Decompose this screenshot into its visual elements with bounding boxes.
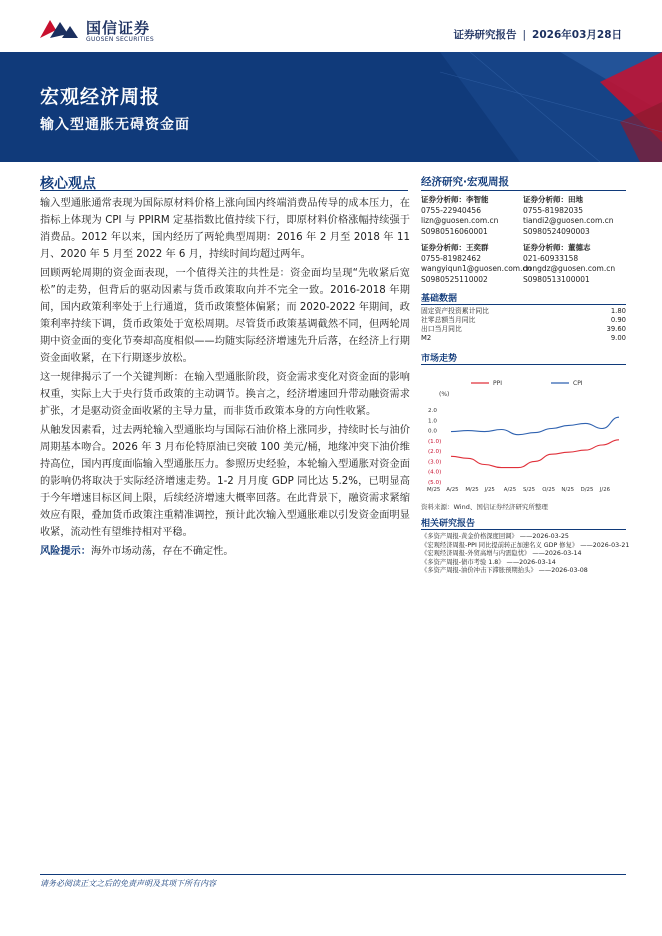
guosen-logo-icon xyxy=(40,16,80,42)
y-tick-label: (4.0) xyxy=(428,469,442,476)
analyst-email[interactable]: lizn@guosen.com.cn xyxy=(421,216,499,225)
core-divider xyxy=(40,190,408,191)
cpi-series-line xyxy=(451,417,619,435)
y-tick-label: (2.0) xyxy=(428,449,442,456)
basic-data-table xyxy=(421,307,626,343)
metric-label: 出口当月同比 xyxy=(421,325,462,333)
y-tick-label: 1.0 xyxy=(428,418,437,425)
metric-label: M2 xyxy=(421,334,432,342)
report-type: 证券研究报告 xyxy=(453,29,517,41)
report-subtitle: 输入型通胀无碍资金面 xyxy=(40,117,190,133)
chart-source: 资料来源：Wind、国信证券经济研究所整理 xyxy=(421,503,548,511)
basic-data-divider xyxy=(421,304,626,305)
risk-text: 海外市场动荡，存在不确定性。 xyxy=(90,546,234,557)
chart-ylabel: (%) xyxy=(439,391,450,398)
analyst-role: 证券分析师： xyxy=(523,243,568,252)
analyst-role: 证券分析师： xyxy=(421,195,466,204)
analyst-card xyxy=(523,195,625,237)
x-tick-label: O/25 xyxy=(542,487,556,493)
y-tick-label: (5.0) xyxy=(428,480,442,486)
analyst-email[interactable]: dongdz@guosen.com.cn xyxy=(523,264,616,273)
analyst-phone: 0755-81982462 xyxy=(421,253,481,263)
basic-data-title: 基础数据 xyxy=(421,294,458,304)
report-date: 2026年03月28日 xyxy=(532,29,622,41)
y-tick-label: (1.0) xyxy=(428,438,442,445)
related-reports-list xyxy=(421,533,631,576)
x-tick-label: J/26 xyxy=(599,487,611,493)
related-report-link[interactable]: 《多资产周报-黄金价格深度回调》 ——2026-03-25 xyxy=(421,533,569,540)
x-tick-label: D/25 xyxy=(580,487,594,493)
report-meta xyxy=(454,27,623,42)
y-tick-label: (3.0) xyxy=(428,459,442,466)
sidebar-divider xyxy=(421,190,626,191)
x-tick-label: M/25 xyxy=(465,487,479,493)
guosen-logo xyxy=(40,14,160,46)
analyst-name: 王奕群 xyxy=(466,243,489,252)
core-paragraph-3: 这一规律揭示了一个关键判断：在输入型通胀阶段，资金需求变化对资金面的影响权重，实际上大于央行货币政策的主动调节。换言之，经济增速回升带动融资需求扩张，才是驱动资金面收紧的主导力量，而非货币政策本身的方向性收紧。 xyxy=(40,372,410,417)
market-trend-chart xyxy=(421,370,626,500)
core-paragraph-4: 从触发因素看，过去两轮输入型通胀均与国际石油价格上涨同步，持续时长与油价周期基本吻合。2026 年 3 月布伦特原油已突破 100 美元/桶，地缘冲突下油价维持高位，国内再度面临输入型通胀压力。参照历史经验，本轮输入型通胀对资金面的影响仍将取决于实际经济增速走势。1-2 月月度 GDP 同比达 5.2%，已明显高于今年增速目标区间上限，后续经济增速大概率回落。在此背景下，融资需求紧缩效应有限，叠加货币政策注重精准调控，预计此次输入型通胀难以引发资金面明显收紧，流动性有望维持相对平稳。 xyxy=(40,425,410,538)
related-report-link[interactable]: 《宏观经济周报-PPI 同比提前转正加速名义 GDP 修复》 ——2026-03-21 xyxy=(421,541,630,549)
metric-value: 1.80 xyxy=(610,307,626,315)
core-viewpoints-title: 核心观点 xyxy=(40,176,96,192)
related-report-link[interactable]: 《宏观经济周报-外贸高增与内需隐忧》 ——2026-03-14 xyxy=(421,550,582,558)
report-title: 宏观经济周报 xyxy=(40,86,161,108)
related-reports-title: 相关研究报告 xyxy=(421,519,476,529)
analyst-email[interactable]: tiandi2@guosen.com.cn xyxy=(523,216,614,225)
analyst-phone: 0755-22940456 xyxy=(421,205,481,215)
metric-row xyxy=(421,334,626,343)
core-paragraph-1: 输入型通胀通常表现为国际原材料价格上涨向国内终端消费品传导的成本压力，在指标上体现为 CPI 与 PPIRM 定基指数比值持续下行，即原材料价格涨幅持续强于消费品。2012 年以来，国内经历了两轮典型周期：2016 年 2 月至 2018 年 11 月、2020 年 5 月至 2022 年 6 月，持续时间均超过两年。 xyxy=(40,198,410,260)
x-tick-label: A/25 xyxy=(446,487,459,493)
analyst-card xyxy=(421,195,523,237)
metric-label: 社零总额当月同比 xyxy=(421,316,476,324)
analyst-cert: S0980525110002 xyxy=(421,274,488,284)
x-tick-label: S/25 xyxy=(523,487,536,493)
analyst-name: 李智能 xyxy=(466,195,489,204)
legend-label-cpi: CPI xyxy=(573,380,583,387)
metric-row xyxy=(421,325,626,334)
x-tick-label: A/25 xyxy=(503,487,517,493)
ppi-series-line xyxy=(451,440,619,468)
analyst-cert: S0980516060001 xyxy=(421,226,488,236)
analyst-name: 董德志 xyxy=(568,243,591,252)
analyst-cert: S0980524090003 xyxy=(523,226,590,236)
meta-separator: | xyxy=(522,29,527,41)
market-trend-title: 市场走势 xyxy=(421,354,458,364)
analyst-role: 证券分析师： xyxy=(523,195,568,204)
metric-value: 39.60 xyxy=(606,325,626,333)
metric-label: 固定资产投资累计同比 xyxy=(421,307,489,315)
footer-disclaimer: 请务必阅读正文之后的免责声明及其项下所有内容 xyxy=(40,879,216,888)
x-tick-label: M/25 xyxy=(427,487,441,493)
sidebar-heading: 经济研究·宏观周报 xyxy=(421,176,509,188)
logo-text-en: GUOSEN SECURITIES xyxy=(86,36,155,43)
related-report-link[interactable]: 《多资产周报-债市考验 1.8》 ——2026-03-14 xyxy=(421,558,556,566)
analyst-role: 证券分析师： xyxy=(421,243,466,252)
analyst-phone: 0755-81982035 xyxy=(523,205,583,215)
x-tick-label: N/25 xyxy=(561,487,575,493)
y-tick-label: 0.0 xyxy=(428,428,437,435)
analyst-cert: S0980513100001 xyxy=(523,274,590,284)
metric-row xyxy=(421,316,626,325)
related-report-link[interactable]: 《多资产周报-油价冲击下滞胀预期抬头》 ——2026-03-08 xyxy=(421,567,588,575)
x-tick-label: J/25 xyxy=(484,487,495,493)
metric-value: 0.90 xyxy=(610,316,626,324)
analyst-phone: 021-60933158 xyxy=(523,253,579,263)
metric-value: 9.00 xyxy=(610,334,626,342)
core-body xyxy=(40,195,410,562)
risk-note xyxy=(40,543,410,560)
logo-text-cn: 国信证券 xyxy=(86,19,151,37)
page-header xyxy=(0,0,662,48)
analyst-name: 田地 xyxy=(568,195,583,204)
legend-label-ppi: PPI xyxy=(493,380,503,387)
market-trend-divider xyxy=(421,364,626,365)
title-banner xyxy=(0,52,662,162)
analyst-card xyxy=(523,243,625,285)
analyst-card xyxy=(421,243,532,285)
core-paragraph-2: 回顾两轮周期的资金面表现，一个值得关注的共性是：资金面均呈现“先收紧后宽松”的走势，但背后的驱动因素与货币政策取向并不完全一致。2016-2018 年期间，国内政策利率处于上行通道，货币政策整体偏紧；而 2020-2022 年期间，政策利率持续下调，货币政策处于宽松周期。尽管货币政策基调截然不同，但两轮周期中资金面的变化节奏却高度相似——均随实际经济增速先升后落，在经济上行期资金面收紧，在下行期逐步放松。 xyxy=(40,268,410,364)
y-tick-label: 2.0 xyxy=(428,408,437,414)
analyst-email[interactable]: wangyiqun1@guosen.com.cn xyxy=(421,264,532,273)
related-reports-divider xyxy=(421,529,626,530)
footer-divider xyxy=(40,874,626,875)
risk-label: 风险提示： xyxy=(40,546,91,557)
metric-row xyxy=(421,307,626,316)
